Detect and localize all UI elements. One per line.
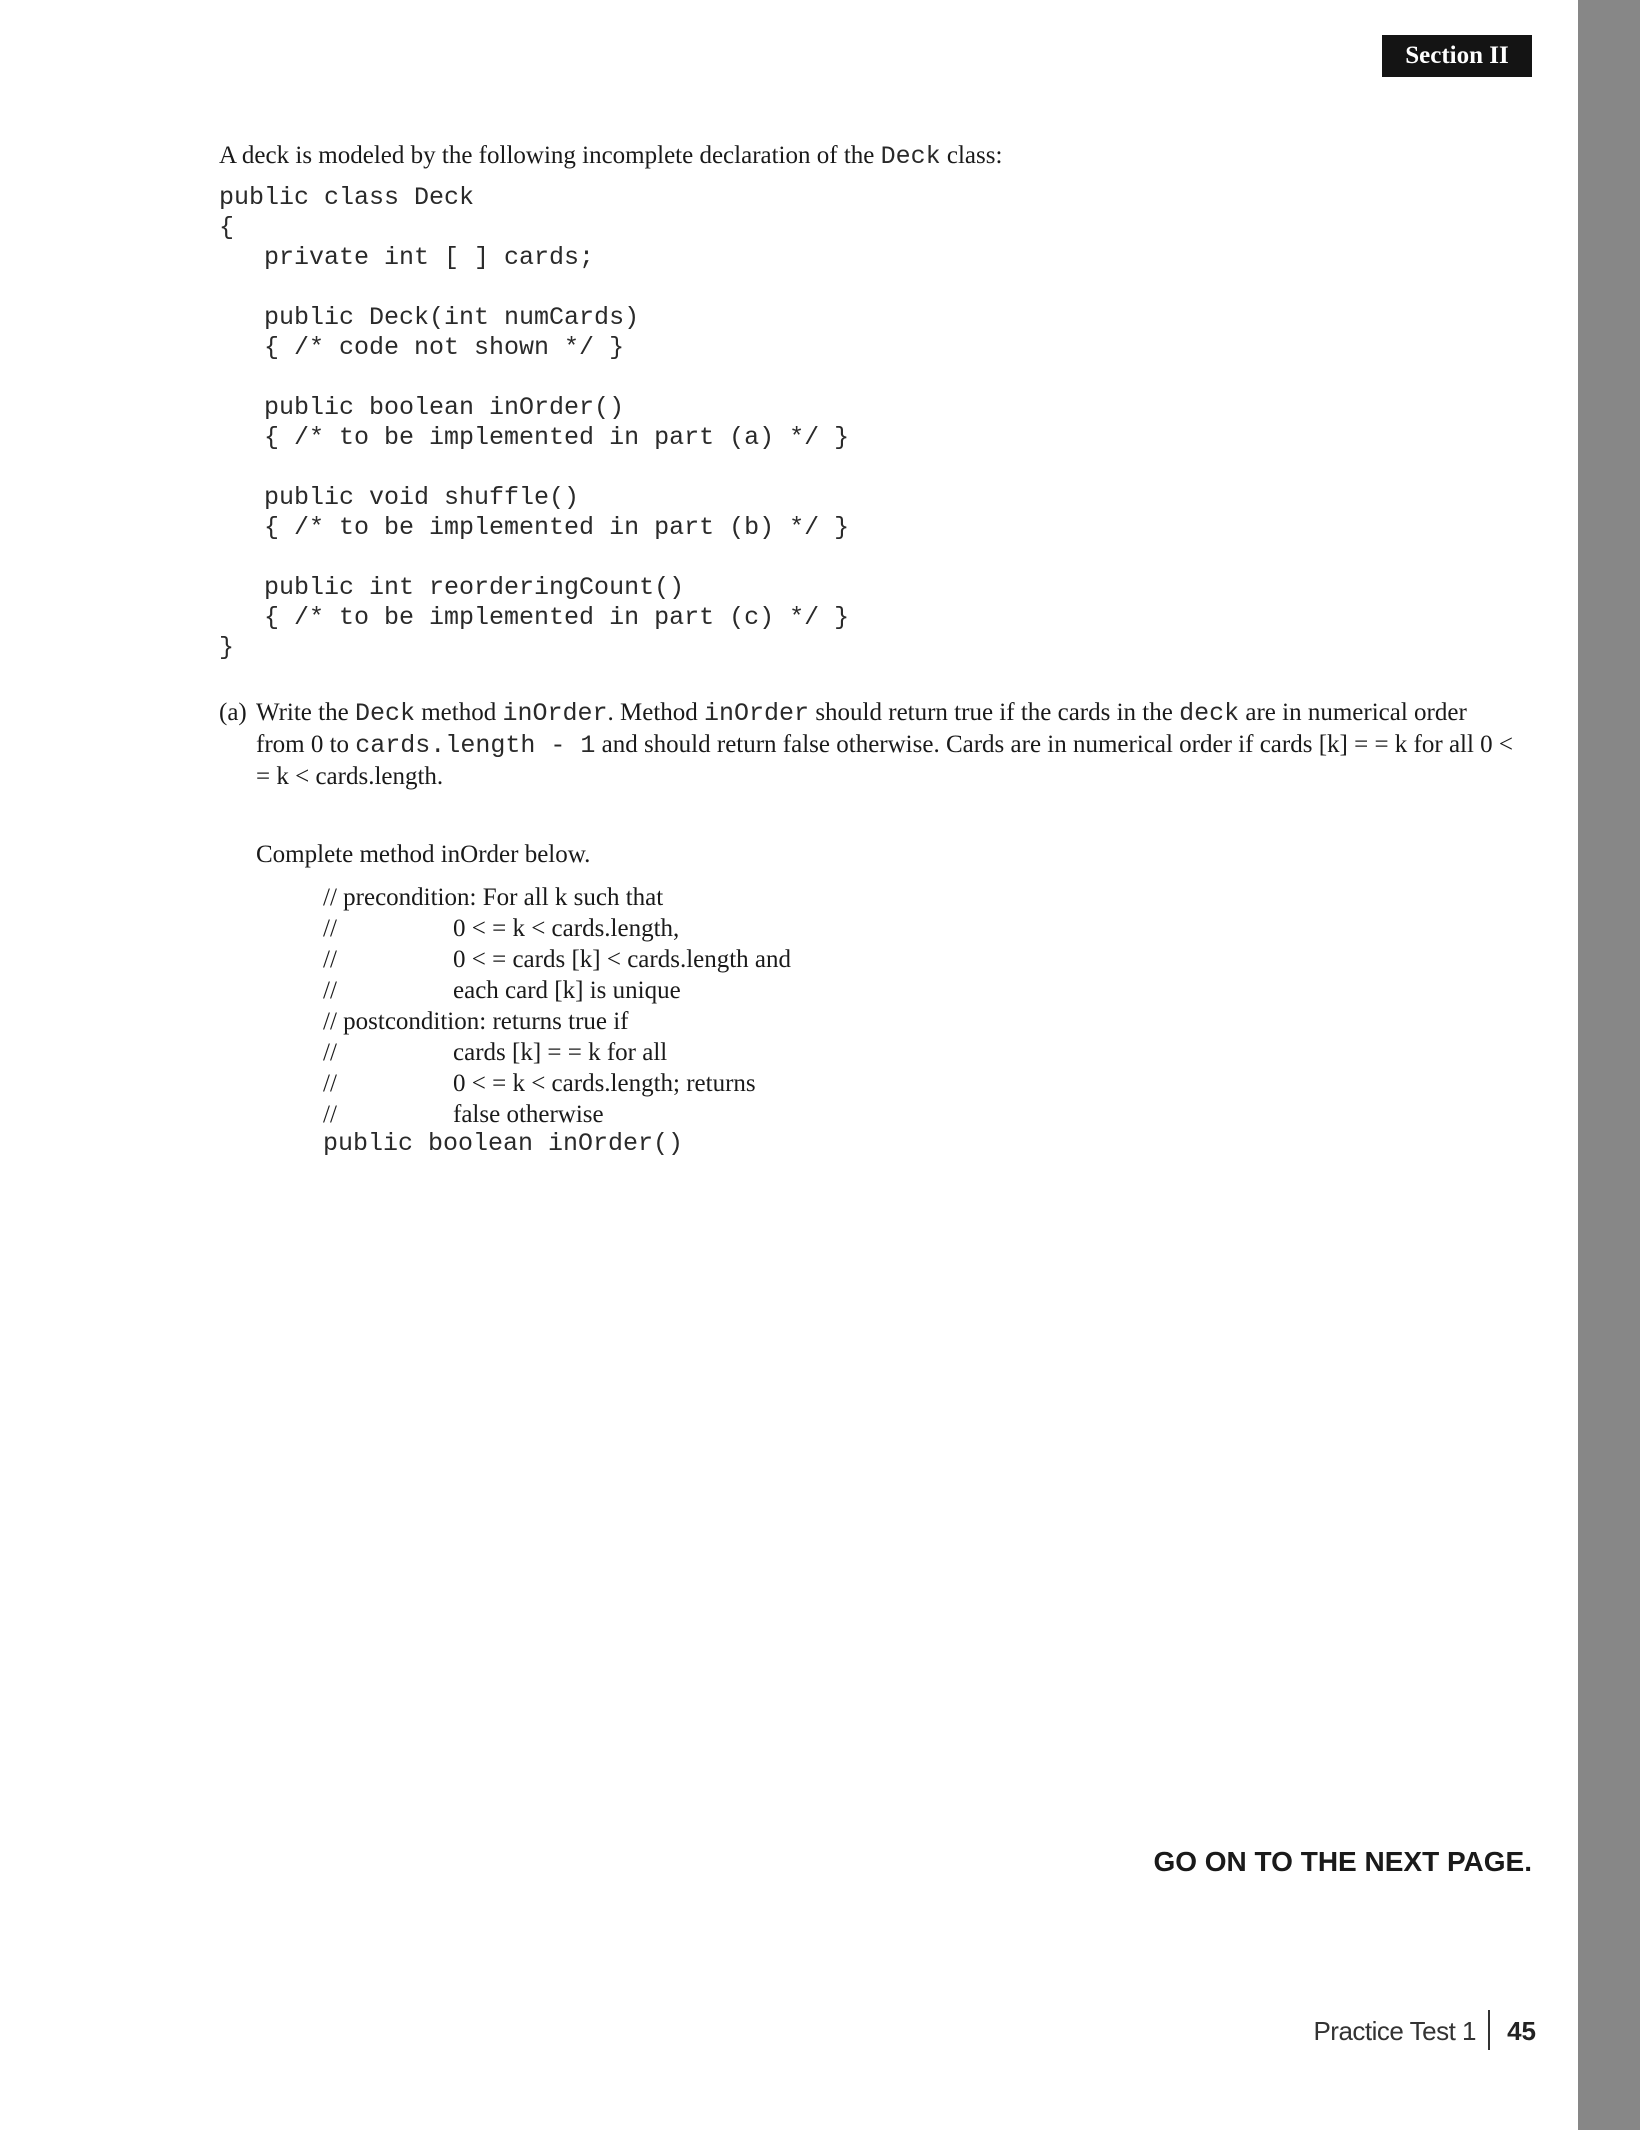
footer-label: Practice Test 1 — [1313, 2016, 1476, 2046]
deck-class-code — [219, 183, 849, 663]
code-line: { /* to be implemented in part (a) */ } — [219, 423, 850, 452]
page-number: 45 — [1507, 2016, 1536, 2046]
part-a-label: (a) — [219, 699, 247, 726]
code-line: { /* to be implemented in part (c) */ } — [219, 603, 850, 632]
go-next-page-notice: GO ON TO THE NEXT PAGE. — [1153, 1846, 1532, 1877]
intro-code: Deck — [880, 142, 941, 171]
code-line: } — [219, 633, 235, 662]
footer-divider — [1488, 2010, 1490, 2050]
code-line — [219, 543, 849, 573]
code-line — [219, 453, 849, 483]
code-line: public boolean inOrder() — [219, 393, 625, 422]
intro-text — [219, 140, 1002, 172]
code-line: public void shuffle() — [219, 483, 580, 512]
page-edge-bar — [1578, 0, 1640, 2130]
part-a-question: (a) Write the Deck method inOrder. Method inOrder should return true if the cards in the deck are in numerical order from 0 to cards.length - 1 and should return false otherwise. Cards are in numerical order if cards [k] = = k for all 0 < = k < cards.length. — [219, 699, 1514, 790]
page-footer — [1280, 2010, 1546, 2050]
code-line: public class Deck — [219, 183, 475, 212]
intro-before: A deck is modeled by the following incomplete declaration of the — [219, 142, 881, 169]
code-line: public int reorderingCount() — [219, 573, 685, 602]
complete-instruction: Complete method inOrder below. — [256, 841, 591, 868]
code-line: private int [ ] cards; — [219, 243, 595, 272]
code-line — [219, 273, 849, 303]
code-line — [219, 363, 849, 393]
code-line: { /* code not shown */ } — [219, 333, 625, 362]
code-line: { — [219, 213, 235, 242]
section-badge: Section II — [1382, 35, 1532, 77]
intro-after: class: — [940, 142, 1003, 169]
method-signature: public boolean inOrder() — [323, 1129, 684, 1158]
code-line: { /* to be implemented in part (b) */ } — [219, 513, 850, 542]
code-line: public Deck(int numCards) — [219, 303, 640, 332]
